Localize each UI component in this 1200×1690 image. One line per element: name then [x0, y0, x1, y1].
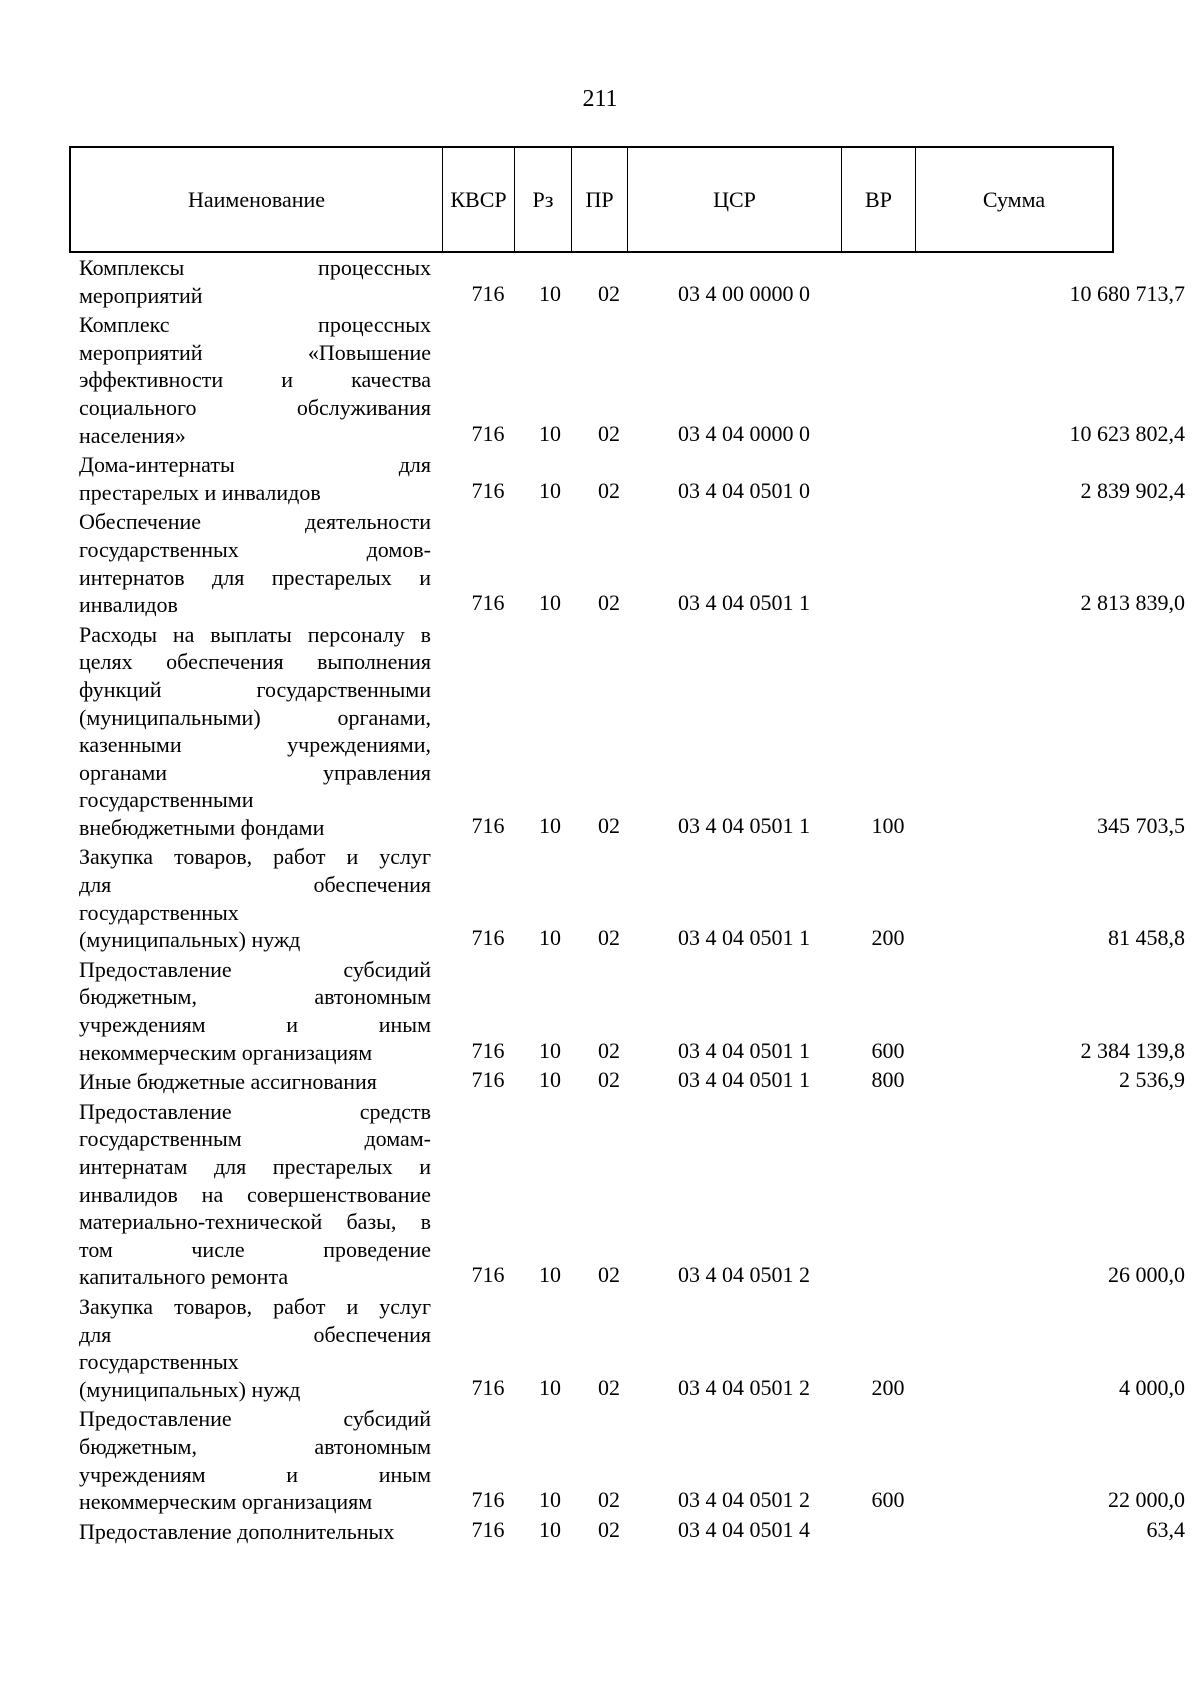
row-name-line: мероприятий «Повышение — [79, 339, 431, 365]
row-name-line: Комплекс процессных — [79, 312, 431, 338]
row-pr: 02 — [598, 1374, 620, 1400]
row-rz: 10 — [539, 1067, 561, 1093]
header-rz: Рз — [515, 148, 572, 251]
row-kvsr: 716 — [471, 477, 505, 503]
row-pr: 02 — [598, 1487, 620, 1513]
row-rz: 10 — [539, 1262, 561, 1288]
row-rz: 10 — [539, 477, 561, 503]
row-name-line: Комплексы процессных — [79, 255, 431, 280]
row-pr: 02 — [598, 420, 620, 446]
row-csr: 03 4 04 0501 1 — [678, 812, 810, 838]
row-sum: 2 839 902,4 — [1080, 477, 1185, 503]
row-kvsr: 716 — [471, 420, 505, 446]
row-rz: 10 — [539, 1037, 561, 1063]
row-name — [79, 508, 431, 618]
row-name-line: (муниципальными) органами, — [79, 704, 431, 730]
row-name-line: Предоставление субсидий — [79, 956, 431, 982]
row-csr: 03 4 04 0501 1 — [678, 1067, 810, 1093]
row-name-line: интернатов для престарелых и — [79, 564, 431, 590]
row-kvsr: 716 — [471, 590, 505, 616]
row-name-line: казенными учреждениями, — [79, 732, 431, 758]
row-name-line: инвалидов на совершенствование — [79, 1181, 431, 1207]
row-sum: 10 680 713,7 — [1069, 280, 1185, 306]
row-name-line: Дома-интернаты для — [79, 452, 431, 478]
row-name — [79, 1068, 431, 1096]
row-kvsr: 716 — [471, 1067, 505, 1093]
row-vr: 200 — [871, 925, 905, 951]
row-name-line: эффективности и качества — [79, 367, 431, 393]
row-name-line: населения» — [79, 422, 186, 448]
table-row — [79, 451, 1185, 506]
row-name-line: некоммерческим организациям — [79, 1039, 373, 1065]
row-name-line: Иные бюджетные ассигнования — [79, 1069, 377, 1095]
table-row — [79, 621, 1185, 842]
row-vr: 100 — [871, 812, 905, 838]
row-sum: 345 703,5 — [1097, 812, 1185, 838]
row-kvsr: 716 — [471, 1262, 505, 1288]
row-csr: 03 4 04 0501 2 — [678, 1262, 810, 1288]
row-name — [79, 621, 431, 842]
table-row — [79, 1098, 1185, 1291]
row-name-line: целях обеспечения выполнения — [79, 649, 431, 675]
row-name-line: для обеспечения — [79, 872, 431, 898]
table-row — [79, 956, 1185, 1066]
row-kvsr: 716 — [471, 1487, 505, 1513]
row-name-line: Обеспечение деятельности — [79, 509, 431, 535]
table-header — [69, 146, 1114, 253]
row-csr: 03 4 04 0501 1 — [678, 1037, 810, 1063]
row-rz: 10 — [539, 1487, 561, 1513]
row-name — [79, 254, 431, 309]
row-name — [79, 1405, 431, 1515]
row-name-line: органами управления — [79, 759, 431, 785]
row-sum: 81 458,8 — [1108, 925, 1185, 951]
row-name-line: Предоставление средств — [79, 1098, 431, 1124]
row-name — [79, 956, 431, 1066]
header-vr: ВР — [842, 148, 916, 251]
row-name-line: государственных домов- — [79, 536, 431, 562]
row-csr: 03 4 04 0000 0 — [678, 420, 810, 446]
row-name-line: инвалидов — [79, 592, 178, 618]
row-rz: 10 — [539, 590, 561, 616]
row-csr: 03 4 04 0501 1 — [678, 925, 810, 951]
header-sum: Сумма — [982, 186, 1046, 212]
row-rz: 10 — [539, 280, 561, 306]
row-kvsr: 716 — [471, 1037, 505, 1063]
row-csr: 03 4 04 0501 2 — [678, 1487, 810, 1513]
row-name-line: некоммерческим организациям — [79, 1489, 373, 1515]
row-sum: 10 623 802,4 — [1069, 420, 1185, 446]
row-name-line: внебюджетными фондами — [79, 814, 325, 840]
row-name-line: мероприятий — [79, 282, 203, 308]
row-name-line: бюджетным, автономным — [79, 984, 431, 1010]
row-name-line: для обеспечения — [79, 1321, 431, 1347]
row-rz: 10 — [539, 420, 561, 446]
header-name: Наименование — [71, 148, 443, 251]
row-name-line: престарелых и инвалидов — [79, 479, 321, 505]
row-name-line: (муниципальных) нужд — [79, 927, 301, 953]
row-name-line: бюджетным, автономным — [79, 1433, 431, 1459]
table-row — [79, 311, 1185, 449]
row-pr: 02 — [598, 280, 620, 306]
row-vr: 800 — [871, 1067, 905, 1093]
row-name — [79, 311, 431, 449]
table-row — [79, 1293, 1185, 1403]
row-pr: 02 — [598, 1262, 620, 1288]
row-name — [79, 451, 431, 506]
table-row — [79, 1067, 1185, 1096]
row-name-line: материально-технической базы, в — [79, 1209, 431, 1235]
row-rz: 10 — [539, 1374, 561, 1400]
row-name-line: государственных — [79, 899, 239, 925]
table-row — [79, 1405, 1185, 1515]
row-pr: 02 — [598, 925, 620, 951]
header-csr: ЦСР — [628, 148, 842, 251]
row-csr: 03 4 04 0501 0 — [678, 477, 810, 503]
row-kvsr: 716 — [471, 812, 505, 838]
row-name-line: государственными — [79, 787, 254, 813]
row-kvsr: 716 — [471, 1374, 505, 1400]
row-name-line: Предоставление дополнительных — [79, 1518, 395, 1544]
row-pr: 02 — [598, 1067, 620, 1093]
row-name-line: учреждениям и иным — [79, 1461, 431, 1487]
row-name-line: Закупка товаров, работ и услуг — [79, 844, 431, 870]
row-kvsr: 716 — [471, 1516, 505, 1542]
row-kvsr: 716 — [471, 925, 505, 951]
row-pr: 02 — [598, 1516, 620, 1542]
row-sum: 22 000,0 — [1108, 1487, 1185, 1513]
row-name-line: социального обслуживания — [79, 394, 431, 420]
row-name — [79, 1098, 431, 1291]
table-row — [79, 508, 1185, 618]
row-name-line: государственным домам- — [79, 1126, 431, 1152]
row-name — [79, 1518, 431, 1546]
row-sum: 4 000,0 — [1119, 1374, 1185, 1400]
row-name — [79, 843, 431, 953]
row-csr: 03 4 00 0000 0 — [678, 280, 810, 306]
row-sum: 2 536,9 — [1119, 1067, 1185, 1093]
table-row — [79, 843, 1185, 953]
row-pr: 02 — [598, 477, 620, 503]
row-sum: 2 813 839,0 — [1080, 590, 1185, 616]
row-name-line: Предоставление субсидий — [79, 1406, 431, 1432]
page-number: 211 — [582, 86, 618, 112]
row-pr: 02 — [598, 1037, 620, 1063]
row-csr: 03 4 04 0501 2 — [678, 1374, 810, 1400]
row-rz: 10 — [539, 812, 561, 838]
row-name-line: интернатам для престарелых и — [79, 1154, 431, 1179]
row-name-line: функций государственными — [79, 676, 431, 702]
row-name-line: Расходы на выплаты персоналу в — [79, 621, 431, 647]
row-pr: 02 — [598, 812, 620, 838]
row-sum: 2 384 139,8 — [1080, 1037, 1185, 1063]
row-sum: 63,4 — [1146, 1516, 1185, 1542]
header-pr: ПР — [572, 148, 628, 251]
header-kvsr: КВСР — [443, 148, 515, 251]
row-csr: 03 4 04 0501 4 — [678, 1516, 810, 1542]
row-vr: 600 — [871, 1487, 905, 1513]
row-sum: 26 000,0 — [1108, 1262, 1185, 1288]
row-name-line: государственных — [79, 1349, 239, 1375]
row-rz: 10 — [539, 1516, 561, 1542]
row-name-line: капитального ремонта — [79, 1264, 289, 1290]
row-name — [79, 1293, 431, 1403]
row-pr: 02 — [598, 590, 620, 616]
row-vr: 200 — [871, 1374, 905, 1400]
table-body — [79, 254, 1185, 1545]
table-row — [79, 1516, 1185, 1546]
row-name-line: учреждениям и иным — [79, 1012, 431, 1038]
row-name-line: Закупка товаров, работ и услуг — [79, 1293, 431, 1319]
row-csr: 03 4 04 0501 1 — [678, 590, 810, 616]
table-row — [79, 254, 1185, 309]
row-rz: 10 — [539, 925, 561, 951]
row-vr: 600 — [871, 1037, 905, 1063]
row-kvsr: 716 — [471, 280, 505, 306]
row-name-line: том числе проведение — [79, 1236, 431, 1262]
row-name-line: (муниципальных) нужд — [79, 1376, 301, 1402]
